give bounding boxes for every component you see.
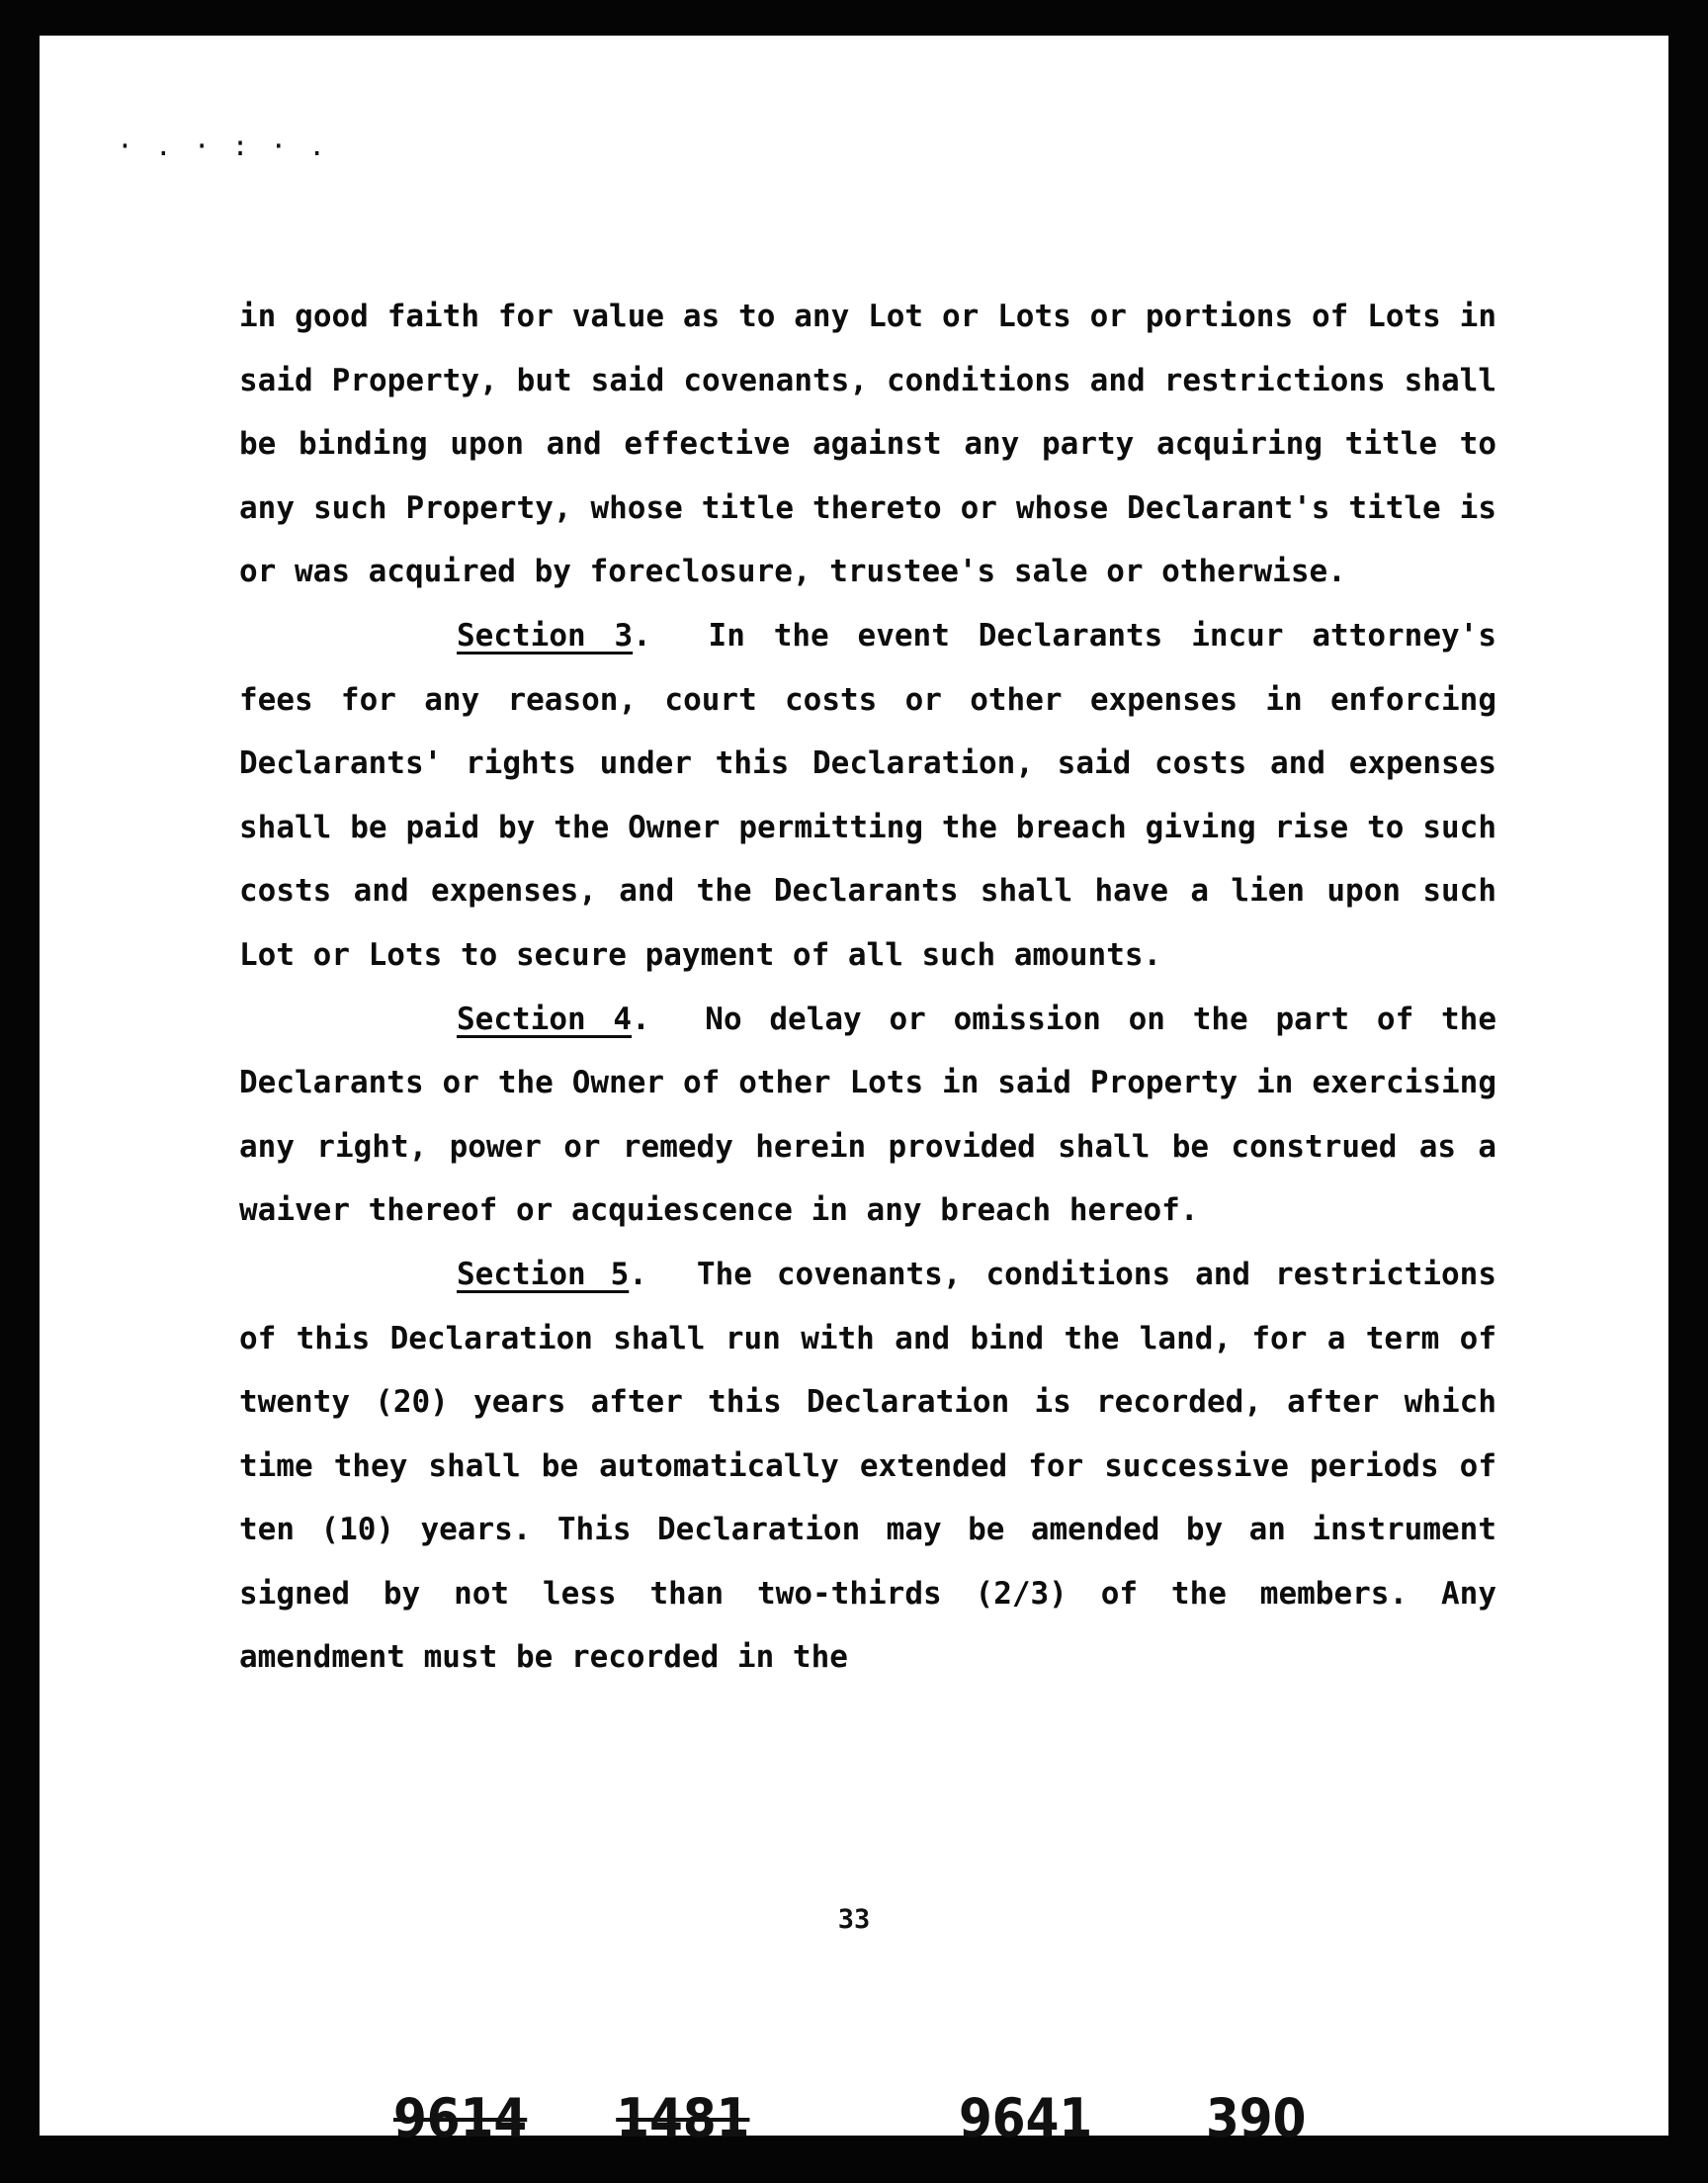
paragraph-text: No delay or omission on the part of the Declarants or the Owner of other Lots in said Property in exercising any right, power or remedy herein provided shall be construed as a waiver thereof or acquiescence in any breach hereof. <box>239 1001 1496 1229</box>
paragraph-section-3 <box>239 604 1496 988</box>
page-number: 33 <box>837 1904 871 1935</box>
paragraph-continuation <box>239 285 1496 604</box>
paragraph-text: The covenants, conditions and restrictions of this Declaration shall run with and bind the land, for a term of twenty (20) years after this Declaration is recorded, after which time they shall be automatically extended for successive periods of ten (10) years. This Declaration may be amended by an instrument signed by not less than two-thirds (2/3) of the members. Any amendment must be recorded in the <box>239 1256 1496 1676</box>
section-4-label: Section 4 <box>457 1001 633 1037</box>
record-number: 9641 <box>959 2087 1093 2149</box>
section-5-label: Section 5 <box>457 1256 630 1292</box>
struck-number-right: 1481 <box>616 2087 750 2149</box>
paragraph-text: in good faith for value as to any Lot or Lots or portions of Lots in said Property, but said covenants, conditions and restrictions shall be binding upon and effective against any party acquiring title to any such Property, whose title thereto or whose Declarant's title is or was acquired by foreclosure, trustee's sale or otherwise. <box>239 299 1496 590</box>
record-page: 390 <box>1206 2087 1307 2149</box>
paragraph-section-4 <box>239 988 1496 1243</box>
section-3-label: Section 3 <box>457 617 634 654</box>
document-page <box>40 36 1668 2149</box>
paragraph-text: In the event Declarants incur attorney's fees for any reason, court costs or other expenses in enforcing Declarants' rights under this Declaration, said costs and expenses shall be paid by the Owner permitting the breach giving rise to such costs and expenses, and the Declarants shall have a lien upon such Lot or Lots to secure payment of all such amounts. <box>239 617 1496 973</box>
paragraph-section-5 <box>239 1243 1496 1690</box>
section-4-period: . <box>632 1001 650 1037</box>
struck-filing-number <box>393 2087 750 2149</box>
section-3-period: . <box>633 617 651 654</box>
section-5-period: . <box>629 1256 647 1292</box>
scan-specks: ·.·:·. <box>117 130 348 162</box>
document-body <box>239 285 1496 1690</box>
struck-number-left: 9614 <box>393 2087 528 2149</box>
